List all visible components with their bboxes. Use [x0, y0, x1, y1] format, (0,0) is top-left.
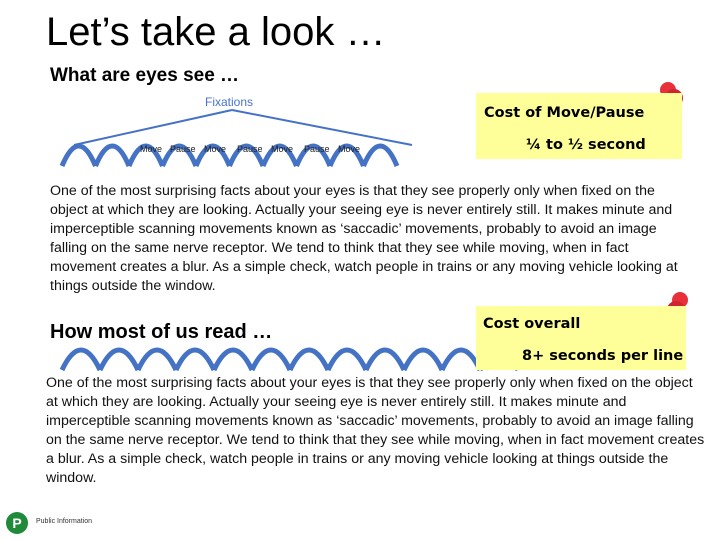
saccade-arc: [138, 350, 176, 370]
saccade-arc: [328, 350, 366, 370]
sequence-label: Move: [204, 144, 227, 154]
cost-overall-note: [476, 306, 686, 370]
saccade-arc: [62, 146, 96, 166]
saccade-arc: [252, 350, 290, 370]
slide-title: Let’s take a look …: [46, 10, 386, 54]
saccade-arc: [290, 350, 328, 370]
sequence-label: Pause: [237, 144, 263, 154]
sequence-label: Move: [271, 144, 294, 154]
saccade-arc: [404, 350, 442, 370]
cost-move-pause-note: [476, 93, 682, 159]
note-heading: Cost overall: [483, 316, 581, 332]
section-heading: How most of us read …: [50, 321, 273, 343]
sequence-label: Pause: [304, 144, 330, 154]
slide-subtitle: What are eyes see …: [50, 65, 240, 86]
note-value: 8+ seconds per line: [522, 348, 684, 364]
sequence-label: Pause: [170, 144, 196, 154]
saccade-arc: [176, 350, 214, 370]
saccade-arc: [442, 350, 480, 370]
saccade-arc: [100, 350, 138, 370]
note-heading: Cost of Move/Pause: [484, 105, 645, 121]
saccade-arc: [62, 350, 100, 370]
paragraph-eyes: One of the most surprising facts about your eyes is that they see properly only when fixed on the object at which they are looking. Actually your seeing eye is never entirely still. It makes minute and imperceptible scanning movements known as ‘saccadic’ movements, probably to avoid an image falling on the same nerve receptor. We tend to think that they see while moving, when in fact movement creates a blur. As a simple check, watch people in trains or any moving vehicle looking at things outside the window.: [50, 183, 678, 294]
footer-text: Public Information: [36, 518, 93, 525]
note-value: ¼ to ½ second: [526, 137, 646, 153]
saccade-arc: [96, 146, 130, 166]
saccade-arc: [364, 146, 398, 166]
paragraph-reading: One of the most surprising facts about your eyes is that they see properly only when fixed on the object at which they are looking. Actually your seeing eye is never entirely still. It makes minute and imperceptible scanning movements known as ‘saccadic’ movements, probably to avoid an image falling on the same nerve receptor. We tend to think that they see while moving, when in fact movement creates a blur. As a simple check, watch people in trains or any moving vehicle looking at things outside the window.: [46, 375, 705, 486]
sequence-label: Move: [140, 144, 163, 154]
saccade-arc: [214, 350, 252, 370]
saccade-arc: [366, 350, 404, 370]
logo-icon: P: [6, 512, 28, 534]
fixation-lines: [74, 110, 412, 145]
fixations-label: Fixations: [205, 95, 254, 109]
saccade-arcs-bottom: [62, 350, 518, 370]
sequence-label: Move: [338, 144, 361, 154]
